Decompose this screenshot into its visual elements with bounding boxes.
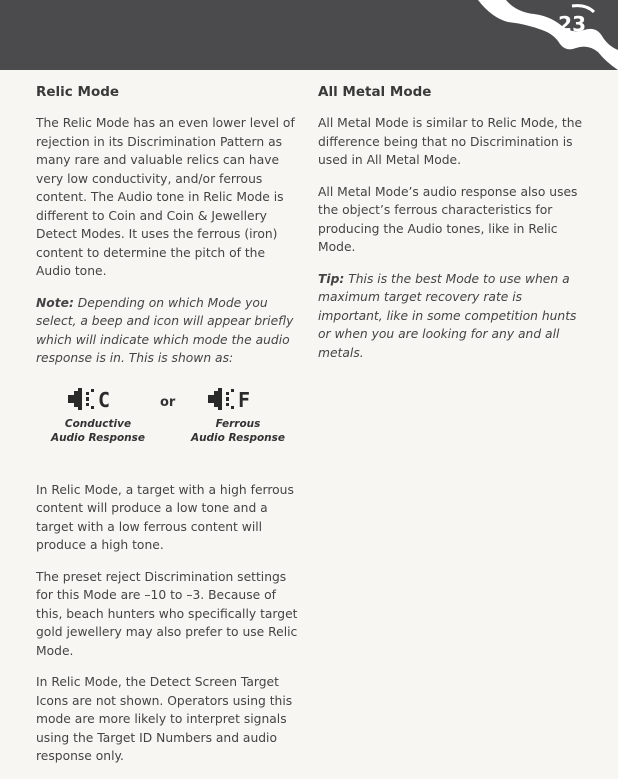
relic-mode-paragraph-3: The preset reject Discrimination settings for this Mode are –10 to –3. Because of this, beach hunters who specifically target gold jewellery may also prefer to use Relic Mode. xyxy=(36,569,298,658)
tip-paragraph xyxy=(318,270,586,363)
conductive-letter: C xyxy=(98,387,111,411)
relic-mode-paragraph-1: The Relic Mode has an even lower level of rejection in its Discrimination Pattern as many rare and valuable relics can have very low conductivity, and/or ferrous content. The Audio tone in Relic Mode is different to Coin and Coin & Jewellery Detect Modes. It uses the ferrous (iron) content to determine the pitch of the Audio tone. xyxy=(36,116,295,278)
ferrous-speaker-icon xyxy=(206,387,270,411)
audio-response-icons xyxy=(36,381,298,471)
page-number: 23 xyxy=(558,12,586,36)
note-paragraph xyxy=(36,294,298,368)
relic-mode-paragraph-4: In Relic Mode, the Detect Screen Target Icons are not shown. Operators using this mode are more likely to interpret signals using the Target ID Numbers and audio response only. xyxy=(36,675,293,763)
tip-label: Tip: xyxy=(318,271,345,286)
ferrous-caption-line-1: Ferrous xyxy=(215,417,261,430)
conductive-caption-line-1: Conductive xyxy=(64,417,132,430)
note-text: Depending on which Mode you select, a beep and icon will appear briefly which will indicate which mode the audio response is in. This is shown as: xyxy=(36,295,294,365)
ferrous-caption-line-2: Audio Response xyxy=(190,431,286,444)
ferrous-icon-group xyxy=(190,387,286,445)
right-column xyxy=(318,84,586,375)
relic-mode-paragraph-2: In Relic Mode, a target with a high ferrous content will produce a low tone and a target with a low ferrous content will produce a high tone. xyxy=(36,482,294,552)
conductive-icon-group xyxy=(50,387,146,445)
all-metal-paragraph-1: All Metal Mode is similar to Relic Mode, the difference being that no Discrimination is used in All Metal Mode. xyxy=(318,116,583,167)
conductive-speaker-icon xyxy=(66,387,130,411)
tip-text: This is the best Mode to use when a maximum target recovery rate is important, like in some competition hunts or when you are looking for any and all metals. xyxy=(318,271,577,360)
left-column xyxy=(36,84,298,779)
all-metal-paragraph-2: All Metal Mode’s audio response also uses the object’s ferrous characteristics for producing the Audio tones, like in Relic Mode. xyxy=(318,184,578,254)
note-label: Note: xyxy=(36,295,74,310)
relic-mode-heading: Relic Mode xyxy=(36,84,120,100)
ferrous-letter: F xyxy=(238,387,251,411)
or-text: or xyxy=(160,394,176,410)
all-metal-mode-heading: All Metal Mode xyxy=(318,84,432,100)
lion-logo-icon xyxy=(468,0,618,72)
conductive-caption-line-2: Audio Response xyxy=(50,431,146,444)
